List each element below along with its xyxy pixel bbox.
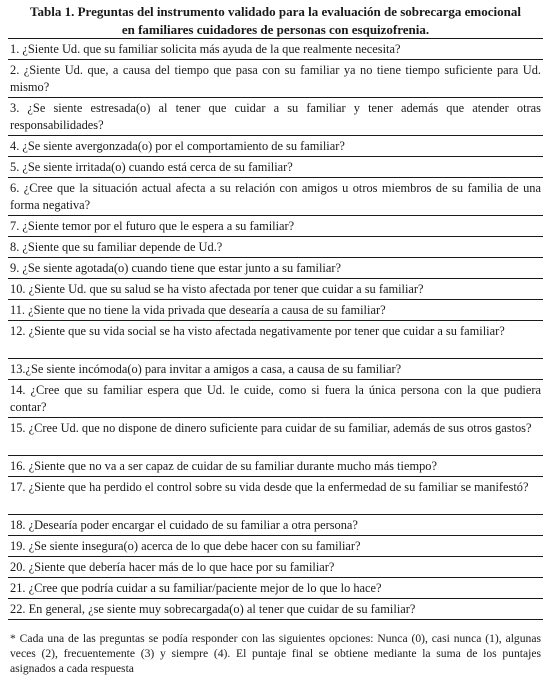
question-item: 13.¿Se siente incómoda(o) para invitar a amigos a casa, a causa de su familiar? <box>8 359 543 380</box>
question-item: 9. ¿Se siente agotada(o) cuando tiene que estar junto a su familiar? <box>8 258 543 279</box>
question-item: 20. ¿Siente que debería hacer más de lo que hace por su familiar? <box>8 557 543 578</box>
question-item: 14. ¿Cree que su familiar espera que Ud. le cuide, como si fuera la única persona con la que pudiera contar? <box>8 380 543 418</box>
question-item: 4. ¿Se siente avergonzada(o) por el comportamiento de su familiar? <box>8 136 543 157</box>
table-document <box>8 0 543 676</box>
table-title <box>8 0 543 38</box>
question-item: 22. En general, ¿se siente muy sobrecargada(o) al tener que cuidar de su familiar? <box>8 599 543 620</box>
question-item: 18. ¿Desearía poder encargar el cuidado de su familiar a otra persona? <box>8 515 543 536</box>
footnote-gap <box>8 620 543 632</box>
question-item: 19. ¿Se siente insegura(o) acerca de lo que debe hacer con su familiar? <box>8 536 543 557</box>
question-item: 21. ¿Cree que podría cuidar a su familiar/paciente mejor de lo que lo hace? <box>8 578 543 599</box>
question-item: 17. ¿Siente que ha perdido el control sobre su vida desde que la enfermedad de su familiar se manifestó? <box>8 477 543 515</box>
question-item: 3. ¿Se siente estresada(o) al tener que cuidar a su familiar y tener además que atender otras responsabilidades? <box>8 98 543 136</box>
table-title-line-2: en familiares cuidadores de personas con esquizofrenia. <box>121 22 430 37</box>
question-item: 2. ¿Siente Ud. que, a causa del tiempo que pasa con su familiar ya no tiene tiempo suficiente para Ud. mismo? <box>8 60 543 98</box>
question-item: 16. ¿Siente que no va a ser capaz de cuidar de su familiar durante mucho más tiempo? <box>8 456 543 477</box>
question-item: 15. ¿Cree Ud. que no dispone de dinero suficiente para cuidar de su familiar, además de sus otros gastos? <box>8 418 543 456</box>
table-title-line-1: Tabla 1. Preguntas del instrumento validado para la evaluación de sobrecarga emocional <box>30 4 521 19</box>
question-item: 10. ¿Siente Ud. que su salud se ha visto afectada por tener que cuidar a su familiar? <box>8 279 543 300</box>
question-item: 7. ¿Siente temor por el futuro que le espera a su familiar? <box>8 216 543 237</box>
question-item: 6. ¿Cree que la situación actual afecta a su relación con amigos u otros miembros de su familia de una forma negativa? <box>8 178 543 216</box>
table-footnote: * Cada una de las preguntas se podía responder con las siguientes opciones: Nunca (0), casi nunca (1), algunas veces (2), frecuentemente (3) y siempre (4). El puntaje final se obtiene mediante la suma de los puntajes asignados a cada respuesta <box>10 632 541 675</box>
question-item: 5. ¿Se siente irritada(o) cuando está cerca de su familiar? <box>8 157 543 178</box>
question-item: 8. ¿Siente que su familiar depende de Ud.? <box>8 237 543 258</box>
question-item: 1. ¿Siente Ud. que su familiar solicita más ayuda de la que realmente necesita? <box>8 39 543 60</box>
questions-list <box>8 39 543 620</box>
question-item: 11. ¿Siente que no tiene la vida privada que desearía a causa de su familiar? <box>8 300 543 321</box>
question-item: 12. ¿Siente que su vida social se ha visto afectada negativamente por tener que cuidar a su familiar? <box>8 321 543 359</box>
